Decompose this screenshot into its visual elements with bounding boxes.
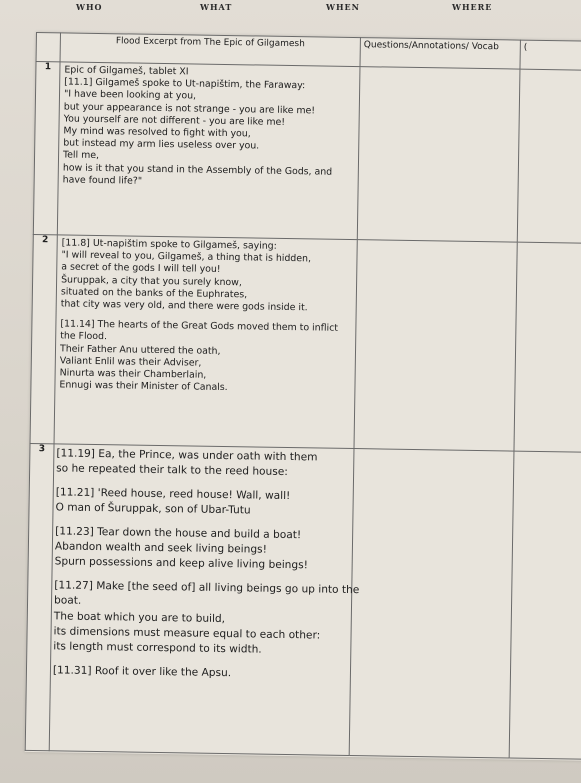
- excerpt-cell: [49, 444, 360, 756]
- text-line: how is it that you stand in the Assembly of the Gods, and: [62, 162, 333, 178]
- text-block: [53, 578, 360, 660]
- text-line: that city was very old, and there were gods inside it.: [60, 298, 308, 314]
- text-line: You yourself are not different - you are like me!: [63, 113, 286, 128]
- text-block: [55, 485, 349, 520]
- text-line: but instead my arm lies useless over you.: [63, 137, 260, 152]
- text-line: [11.1] Gilgameš spoke to Ut-napištim, the Faraway:: [64, 76, 306, 92]
- extra-cell: [514, 242, 581, 452]
- text-block: [55, 524, 350, 575]
- text-line: Spurn possessions and keep alive living beings!: [54, 555, 309, 572]
- header-where: WHERE: [452, 2, 493, 12]
- excerpt-cell: [54, 235, 357, 449]
- text-line: the Flood.: [60, 330, 108, 343]
- text-block: [61, 237, 354, 315]
- table-row: [25, 443, 581, 759]
- table-row: [30, 234, 581, 452]
- text-line: but your appearance is not strange - you are like me!: [63, 101, 316, 117]
- text-line: have found life?": [62, 174, 143, 187]
- text-block: [56, 446, 350, 481]
- text-line: Ninurta was their Chamberlain,: [59, 367, 207, 381]
- row-number: 3: [25, 443, 54, 750]
- text-line: My mind was resolved to fight with you,: [63, 125, 251, 140]
- text-line: boat.: [53, 594, 82, 608]
- text-block: [63, 64, 357, 191]
- row-number: 2: [30, 234, 57, 443]
- extra-cell: [517, 69, 581, 243]
- header-when: WHEN: [326, 2, 360, 12]
- annotation-cell[interactable]: [357, 67, 520, 242]
- text-line: Abandon wealth and seek living beings!: [54, 540, 267, 556]
- number-column-header: [36, 33, 60, 62]
- text-line: a secret of the gods I will tell you!: [61, 261, 221, 276]
- text-block: [59, 319, 352, 397]
- text-line: situated on the banks of the Euphrates,: [60, 286, 248, 301]
- text-line: [11.19] Ea, the Prince, was under oath with them: [56, 447, 318, 464]
- text-line: "I have been looking at you,: [63, 88, 197, 102]
- annotation-cell[interactable]: [349, 449, 514, 758]
- text-line: [11.14] The hearts of the Great Gods moved them to inflict: [60, 318, 339, 334]
- text-line: Šuruppak, a city that you surely know,: [61, 274, 242, 288]
- text-line: Ennugi was their Minister of Canals.: [59, 379, 228, 394]
- text-line: "I will reveal to you, Gilgameš, a thing that is hidden,: [61, 249, 312, 265]
- excerpt-table: [25, 32, 581, 760]
- text-line: Epic of Gilgameš, tablet XI: [64, 64, 189, 78]
- text-line: [11.21] 'Reed house, reed house! Wall, wall!: [55, 486, 291, 502]
- excerpt-cell: [57, 62, 360, 240]
- text-line: its length must correspond to its width.: [53, 640, 262, 657]
- extra-cell: [509, 451, 581, 759]
- text-line: The boat which you are to build,: [53, 610, 226, 625]
- text-line: [11.8] Ut-napištim spoke to Gilgameš, saying:: [61, 237, 277, 252]
- row-number: 1: [33, 62, 60, 235]
- extra-column-header: (: [520, 40, 581, 70]
- text-line: [11.27] Make [the seed of] all living beings go up into the: [54, 579, 360, 596]
- excerpt-column-header: Flood Excerpt from The Epic of Gilgamesh: [60, 33, 360, 67]
- text-line: O man of Šuruppak, son of Ubar-Tutu: [55, 501, 251, 517]
- text-line: [11.31] Roof it over like the Apsu.: [52, 664, 232, 680]
- text-line: [11.23] Tear down the house and build a boat!: [55, 524, 302, 541]
- text-block: [53, 663, 347, 683]
- text-line: Tell me,: [62, 149, 100, 162]
- worksheet: [25, 32, 581, 761]
- annotation-cell[interactable]: [354, 240, 517, 451]
- header-who: WHO: [76, 2, 103, 12]
- text-line: Their Father Anu uttered the oath,: [59, 343, 221, 357]
- text-line: Valiant Enlil was their Adviser,: [59, 355, 202, 369]
- notes-column-header: Questions/Annotations/ Vocab: [360, 38, 520, 70]
- header-what: WHAT: [200, 2, 233, 12]
- text-line: so he repeated their talk to the reed house:: [56, 462, 288, 479]
- table-row: [33, 62, 581, 244]
- text-line: its dimensions must measure equal to each other:: [53, 625, 321, 642]
